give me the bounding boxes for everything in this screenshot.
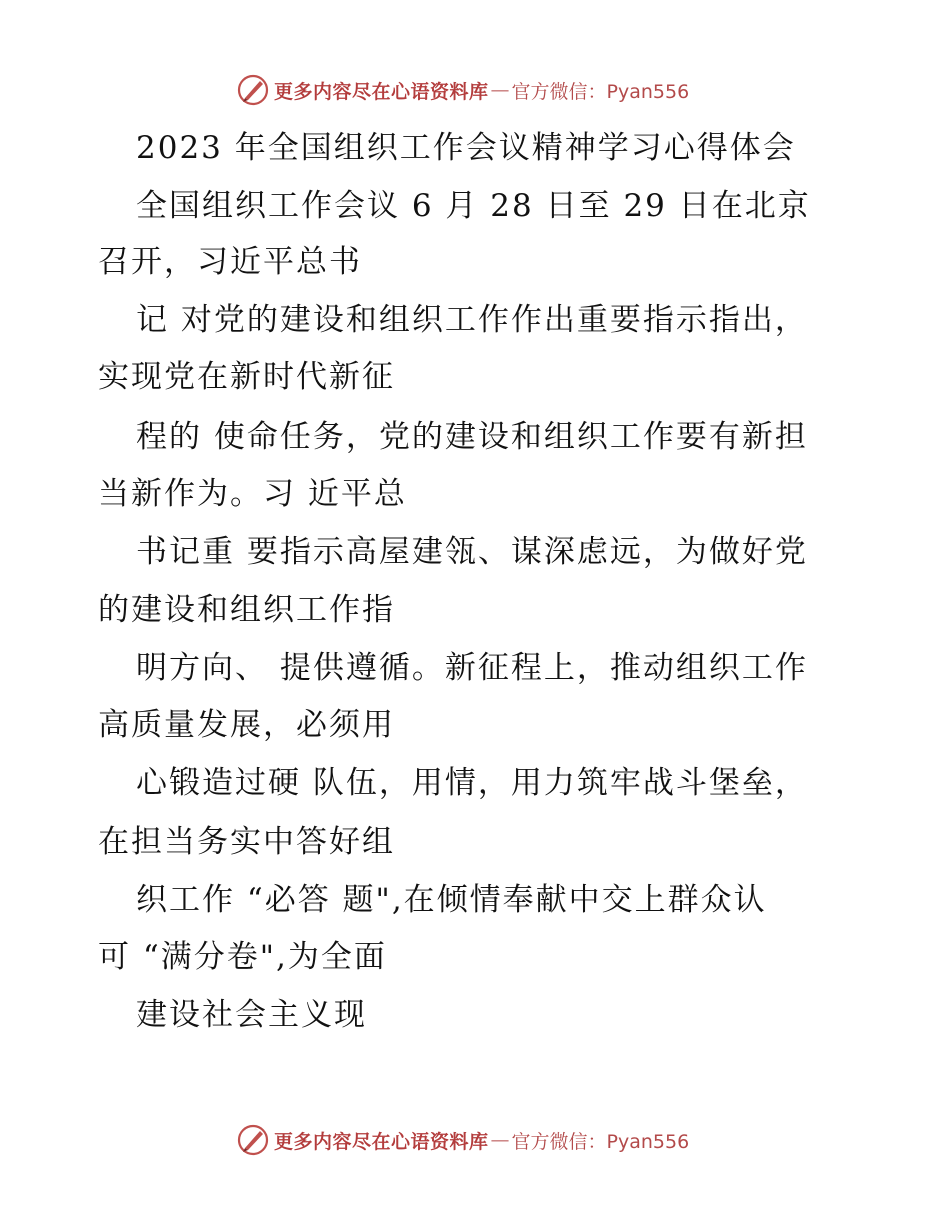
paragraph-line: 明方向、 提供遵循。新征程上，推动组织工作 [136, 650, 808, 686]
paragraph-line: 可 “满分卷",为全面 [98, 939, 387, 975]
header-watermark [236, 72, 689, 108]
paragraph-line: 在担当务实中答好组 [98, 824, 395, 860]
quill-pen-icon [236, 73, 270, 107]
watermark-dash: — [490, 1129, 510, 1151]
paragraph-line: 召开，习近平总书 [98, 244, 362, 280]
paragraph-line: 高质量发展，必须用 [98, 707, 395, 743]
quill-pen-icon [236, 1123, 270, 1157]
paragraph-line: 书记重 要指示高屋建瓴、谋深虑远，为做好党 [136, 534, 808, 570]
paragraph-line: 实现党在新时代新征 [98, 359, 395, 395]
paragraph-line: 心锻造过硬 队伍，用情，用力筑牢战斗堡垒， [136, 765, 808, 801]
paragraph-line: 织工作 “必答 题",在倾情奉献中交上群众认 [136, 882, 767, 918]
footer-watermark [236, 1122, 689, 1158]
watermark-contact: 官方微信：Pyan556 [511, 80, 690, 103]
paragraph-line: 的建设和组织工作指 [98, 592, 395, 628]
paragraph-line: 程的 使命任务，党的建设和组织工作要有新担 [136, 419, 808, 455]
watermark-text: 更多内容尽在心语资料库 [274, 1130, 489, 1153]
watermark-contact: 官方微信：Pyan556 [511, 1130, 690, 1153]
watermark-dash: — [490, 79, 510, 101]
paragraph-line: 建设社会主义现 [136, 997, 367, 1033]
watermark-text: 更多内容尽在心语资料库 [274, 80, 489, 103]
paragraph-line: 记 对党的建设和组织工作作出重要指示指出， [136, 302, 808, 338]
paragraph-line: 全国组织工作会议 6 月 28 日至 29 日在北京 [136, 188, 811, 224]
paragraph-line: 当新作为。习 近平总 [98, 476, 407, 512]
document-title: 2023 年全国组织工作会议精神学习心得体会 [136, 130, 796, 166]
